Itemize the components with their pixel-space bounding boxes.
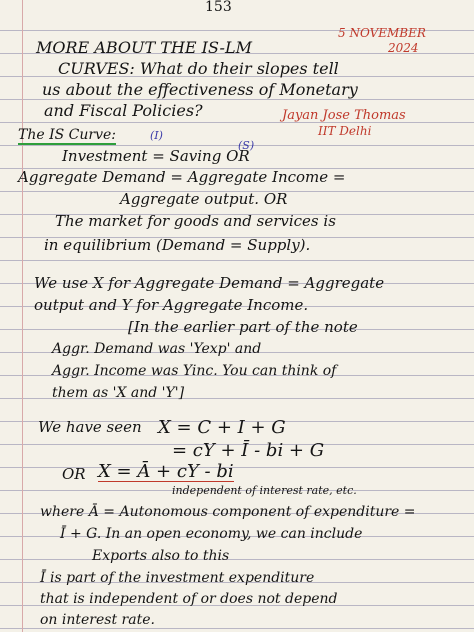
- notation-line4: Aggr. Demand was 'Yexp' and: [52, 341, 262, 357]
- definition-line5: that is independent of or does not depend: [40, 591, 338, 607]
- is-line2: Aggregate Demand = Aggregate Income =: [18, 168, 346, 186]
- author-affiliation: IIT Delhi: [318, 124, 372, 138]
- margin-line: [22, 0, 23, 632]
- marker-investment: (I): [150, 129, 163, 142]
- definition-line1: where Ā = Autonomous component of expenditure =: [40, 504, 416, 520]
- title-line3: us about the effectiveness of Monetary: [42, 80, 358, 99]
- is-line4: The market for goods and services is: [55, 212, 336, 230]
- page-number: 153: [205, 0, 232, 15]
- definition-line6: on interest rate.: [40, 612, 155, 628]
- equation-3: X = Ā + cY - bi: [98, 461, 234, 482]
- is-line1: Investment = Saving OR: [62, 147, 250, 165]
- equation-note: independent of interest rate, etc.: [172, 484, 357, 497]
- definition-line3: Exports also to this: [92, 548, 230, 564]
- is-line3: Aggregate output. OR: [120, 190, 288, 208]
- title-line2: CURVES: What do their slopes tell: [58, 59, 339, 78]
- date-line1: 5 NOVEMBER: [338, 26, 426, 40]
- is-curve-heading: The IS Curve:: [18, 127, 116, 143]
- equation-or: OR: [62, 465, 86, 483]
- notation-line3: [In the earlier part of the note: [128, 318, 358, 336]
- notation-line1: We use X for Aggregate Demand = Aggregate: [34, 274, 385, 292]
- title-line4: and Fiscal Policies?: [44, 101, 203, 120]
- author-name: Jayan Jose Thomas: [282, 108, 406, 123]
- definition-line4: Ī is part of the investment expenditure: [40, 570, 315, 586]
- title-line1: MORE ABOUT THE IS-LM: [36, 38, 252, 57]
- notation-line5: Aggr. Income was Yinc. You can think of: [52, 363, 337, 379]
- date-line2: 2024: [388, 41, 419, 55]
- notation-line6: them as 'X and 'Y']: [52, 385, 185, 401]
- equation-2: = cY + Ī - bi + G: [172, 440, 325, 461]
- definition-line2: Ī + G. In an open economy, we can include: [60, 526, 363, 542]
- is-line5: in equilibrium (Demand = Supply).: [44, 236, 311, 254]
- equations-intro: We have seen: [38, 418, 142, 436]
- equation-1: X = C + I + G: [158, 417, 286, 438]
- marker-saving: (S): [238, 139, 255, 152]
- notation-line2: output and Y for Aggregate Income.: [34, 296, 309, 314]
